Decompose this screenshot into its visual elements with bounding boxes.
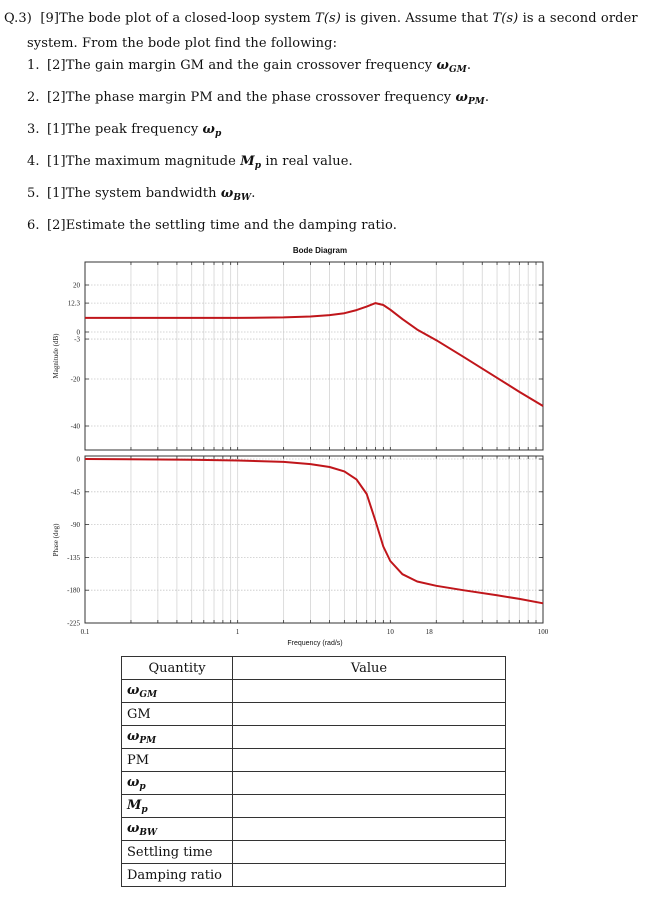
quantity-symbol: ω xyxy=(127,820,140,836)
question-label: Q.3) xyxy=(4,11,32,26)
quantity-cell xyxy=(122,749,233,772)
item-subscript: BW xyxy=(233,193,252,203)
table-header-row xyxy=(122,657,506,680)
y-tick-label: 12.3 xyxy=(67,299,80,308)
value-cell[interactable] xyxy=(233,749,506,772)
column-header-quantity: Quantity xyxy=(122,657,233,680)
x-tick-label: 18 xyxy=(425,628,433,636)
quantity-cell xyxy=(122,680,233,703)
item-symbol: ω xyxy=(436,58,449,73)
quantity-cell xyxy=(122,726,233,749)
item-number: 2. xyxy=(27,90,40,105)
question-continuation: system. From the bode plot find the following: xyxy=(27,36,338,51)
quantity-subscript: BW xyxy=(139,827,158,838)
value-cell[interactable] xyxy=(233,772,506,795)
quantity-label: Damping ratio xyxy=(127,867,222,883)
y-axis-label: Phase (deg) xyxy=(52,523,60,557)
item-text: [2]The phase margin PM and the phase crossover frequency xyxy=(47,90,456,105)
y-tick-label: -3 xyxy=(74,335,80,344)
quantity-subscript: p xyxy=(141,804,148,815)
table-row xyxy=(122,818,506,841)
table-row xyxy=(122,726,506,749)
item-tail: . xyxy=(466,58,472,73)
quantity-cell xyxy=(122,864,233,887)
quantity-symbol: ω xyxy=(127,682,140,698)
y-tick-label: -90 xyxy=(70,521,80,530)
x-tick-label: 10 xyxy=(386,628,394,636)
chart-title: Bode Diagram xyxy=(292,246,348,255)
quantity-cell xyxy=(122,795,233,818)
question-text-2: is given. Assume that xyxy=(340,11,493,26)
value-cell[interactable] xyxy=(233,680,506,703)
y-tick-label: 0 xyxy=(76,328,80,337)
y-tick-label: 0 xyxy=(76,455,80,464)
table-row xyxy=(122,795,506,818)
y-axis-label: Magnitude (dB) xyxy=(52,333,60,379)
value-cell[interactable] xyxy=(233,703,506,726)
item-number: 3. xyxy=(27,122,40,137)
transfer-function-symbol: T(s) xyxy=(492,11,519,26)
magnitude-curve xyxy=(85,303,543,406)
item-text: [2]Estimate the settling time and the damping ratio. xyxy=(47,218,397,233)
value-cell[interactable] xyxy=(233,841,506,864)
quantity-cell xyxy=(122,841,233,864)
item-tail: . xyxy=(484,90,490,105)
item-text: [1]The maximum magnitude xyxy=(47,154,241,169)
phase-curve xyxy=(85,459,543,603)
item-number: 1. xyxy=(27,58,40,73)
y-tick-label: -180 xyxy=(67,586,80,595)
answer-table xyxy=(121,656,506,887)
x-axis-label: Frequency (rad/s) xyxy=(287,640,343,647)
quantity-symbol: M xyxy=(127,797,142,813)
value-cell[interactable] xyxy=(233,818,506,841)
y-tick-label: -135 xyxy=(67,553,80,562)
quantity-symbol: ω xyxy=(127,774,140,790)
value-cell[interactable] xyxy=(233,726,506,749)
y-tick-label: 20 xyxy=(73,281,80,290)
quantity-cell xyxy=(122,772,233,795)
table-row xyxy=(122,864,506,887)
item-number: 6. xyxy=(27,218,40,233)
x-tick-label: 0.1 xyxy=(80,628,90,636)
item-tail: in real value. xyxy=(261,154,353,169)
phase-panel xyxy=(52,456,543,628)
y-tick-label: -40 xyxy=(70,422,80,431)
item-text: [1]The system bandwidth xyxy=(47,186,221,201)
value-cell[interactable] xyxy=(233,864,506,887)
table-row xyxy=(122,772,506,795)
item-subscript: p xyxy=(254,161,262,171)
item-text: [1]The peak frequency xyxy=(47,122,203,137)
table-row xyxy=(122,680,506,703)
question-points: [9] xyxy=(40,11,60,26)
item-subscript: GM xyxy=(448,65,467,75)
quantity-cell xyxy=(122,818,233,841)
item-symbol: ω xyxy=(220,186,234,201)
item-tail: . xyxy=(251,186,256,201)
item-symbol: ω xyxy=(202,122,215,137)
quantity-symbol: ω xyxy=(127,728,140,744)
table-row xyxy=(122,749,506,772)
y-tick-label: -45 xyxy=(70,488,80,497)
question-text-1: The bode plot of a closed-loop system xyxy=(59,11,316,26)
transfer-function-symbol: T(s) xyxy=(315,11,341,26)
quantity-cell xyxy=(122,703,233,726)
quantity-subscript: p xyxy=(139,781,146,792)
item-text: [2]The gain margin GM and the gain crossover frequency xyxy=(47,58,437,73)
column-header-value: Value xyxy=(233,657,506,680)
quantity-label: PM xyxy=(127,752,150,768)
table-row xyxy=(122,703,506,726)
value-cell[interactable] xyxy=(233,795,506,818)
table-row xyxy=(122,841,506,864)
item-number: 5. xyxy=(27,186,40,201)
x-tick-label: 1 xyxy=(235,628,240,636)
quantity-label: Settling time xyxy=(127,844,213,860)
item-symbol: M xyxy=(240,154,255,169)
y-tick-label: -225 xyxy=(67,619,80,628)
quantity-label: GM xyxy=(127,706,151,722)
quantity-subscript: PM xyxy=(139,735,157,746)
item-subscript: PM xyxy=(467,97,485,107)
item-subscript: p xyxy=(214,129,222,139)
y-tick-label: -20 xyxy=(70,375,80,384)
item-number: 4. xyxy=(27,154,40,169)
question-text-3: is a second order xyxy=(518,11,638,26)
x-tick-label: 100 xyxy=(537,628,549,636)
item-symbol: ω xyxy=(455,90,468,105)
magnitude-panel xyxy=(52,262,543,450)
quantity-subscript: GM xyxy=(139,689,158,700)
